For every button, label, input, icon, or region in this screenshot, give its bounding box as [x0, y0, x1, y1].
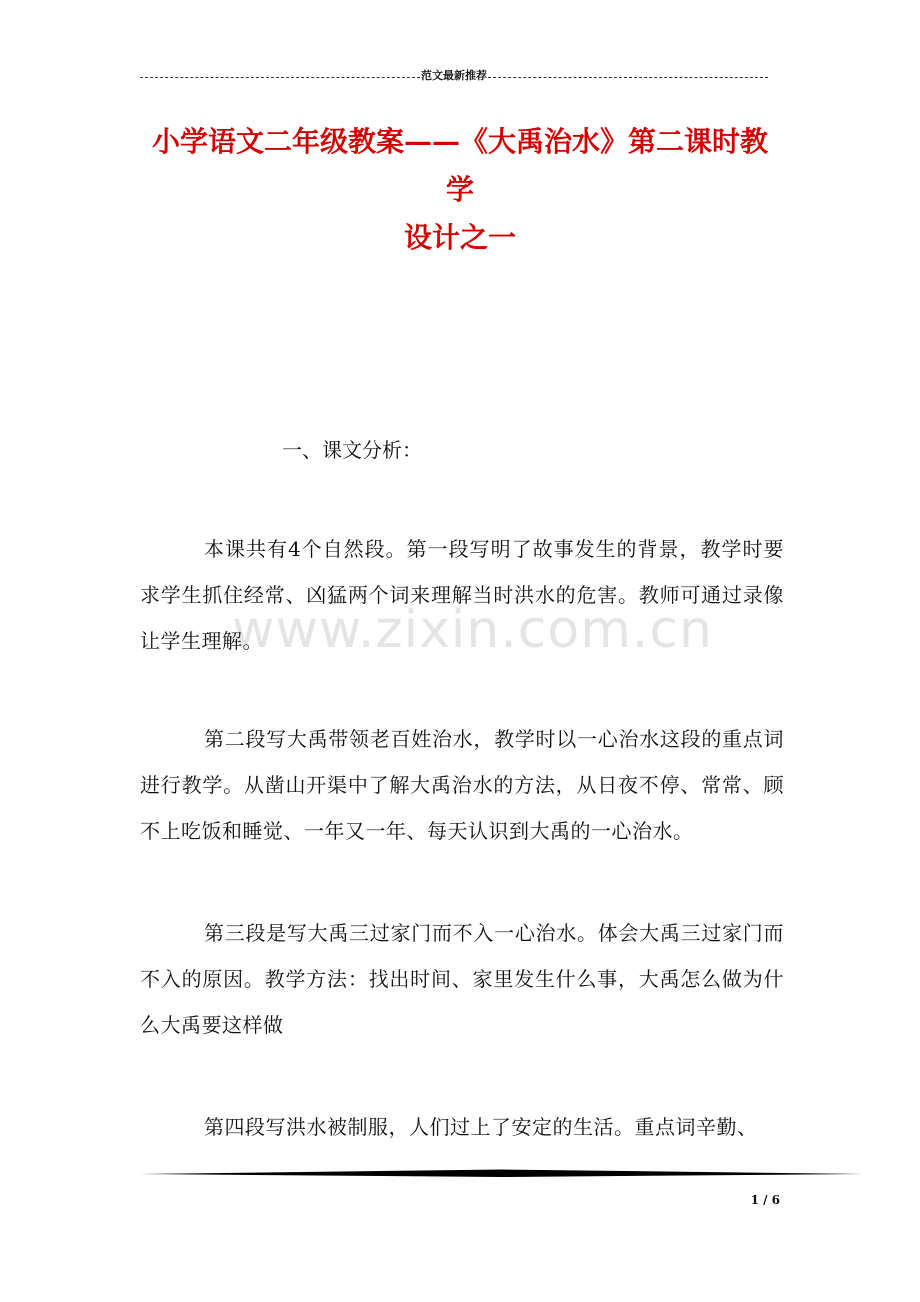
- document-title: [140, 118, 780, 262]
- paragraph-4: 第四段写洪水被制服，人们过上了安定的生活。重点词辛勤、: [204, 1115, 758, 1139]
- title-line-1: 小学语文二年级教案——《大禹治水》第二课时教学: [151, 125, 768, 206]
- header-label: 范文最新推荐: [421, 69, 487, 82]
- section-heading: 一、课文分析：: [282, 438, 422, 462]
- paragraph-2: 第二段写大禹带领老百姓治水，教学时以一心治水这段的重点词进行教学。从凿山开渠中了解大禹治水的方法，从日夜不停、常常、顾不上吃饭和睡觉、一年又一年、每天认识到大禹的一心治水。: [140, 727, 784, 843]
- paragraph-1: 本课共有4个自然段。第一段写明了故事发生的背景，教学时要求学生抓住经常、凶猛两个词来理解当时洪水的危害。教师可通过录像让学生理解。: [140, 537, 784, 653]
- header-dashes-right: [488, 77, 768, 78]
- title-line-2: 设计之一: [403, 221, 516, 254]
- watermark: www.zixin.com.cn: [232, 600, 713, 660]
- paragraph-3: 第三段是写大禹三过家门而不入一心治水。体会大禹三过家门而不入的原因。教学方法：找出时间、家里发生什么事，大禹怎么做为什么大禹要这样做: [140, 921, 784, 1037]
- page-number: 1 / 6: [750, 1193, 780, 1207]
- footer-rule: [140, 1168, 864, 1178]
- running-header: [140, 66, 768, 86]
- header-dashes-left: [140, 77, 420, 78]
